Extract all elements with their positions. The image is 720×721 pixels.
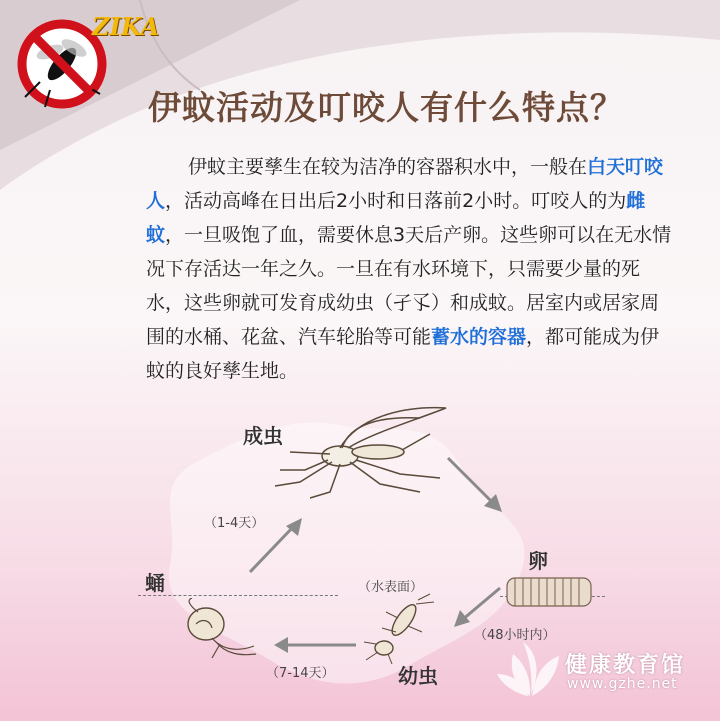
water-line-left	[138, 595, 338, 596]
arrow-larva-to-pupa	[270, 633, 360, 657]
zika-badge-text: ZIKA	[92, 12, 160, 41]
larva-duration-label: （7-14天）	[266, 666, 335, 681]
stage-adult-label: 成虫	[243, 424, 283, 448]
paragraph-text-3: ，一旦吸饱了血，需要休息3天后产卵。这些卵可以在无水情况下存活达一年之久。一旦在有水环境下，只需要少量的死水，这些卵就可发育成幼虫（孑孓）和成蚊。居室内或居家周围的水桶、花盆、汽车轮胎等可能	[146, 224, 672, 348]
paragraph-text-1: 伊蚊主要孳生在较为洁净的容器积水中，一般在	[188, 156, 588, 178]
arrow-adult-to-egg	[440, 450, 510, 520]
egg-raft-illustration	[505, 572, 595, 612]
logo-url: www.gzhe.net	[567, 676, 678, 692]
leaf-logo-icon	[495, 636, 565, 702]
adult-duration-label: （1-4天）	[204, 516, 265, 531]
larva-illustration	[360, 592, 440, 664]
stage-egg-label: 卵	[528, 549, 548, 573]
logo-name: 健康教育馆	[565, 653, 686, 678]
adult-mosquito-illustration	[270, 404, 450, 499]
highlight-female-mosquito: 雌蚊	[146, 190, 646, 246]
arrow-egg-to-larva	[448, 582, 508, 632]
stage-pupa-label: 蛹	[145, 571, 165, 595]
highlight-daytime-biting: 白天叮咬人	[146, 156, 664, 212]
pupa-illustration	[182, 598, 262, 662]
arrow-pupa-to-adult	[240, 510, 310, 580]
water-surface-label: （水表面）	[358, 580, 424, 595]
paragraph-text-2: ，活动高峰在日出后2小时和日落前2小时。叮咬人的为	[165, 190, 627, 212]
egg-duration-label: （48小时内）	[474, 628, 556, 643]
paragraph-text-4: ，都可能成为伊蚊的良好孳生地。	[146, 326, 660, 382]
page-title: 伊蚊活动及叮咬人有什么特点？	[148, 88, 624, 127]
highlight-water-containers: 蓄水的容器	[431, 326, 527, 348]
stage-larva-label: 幼虫	[398, 664, 438, 688]
description-paragraph	[146, 150, 676, 388]
